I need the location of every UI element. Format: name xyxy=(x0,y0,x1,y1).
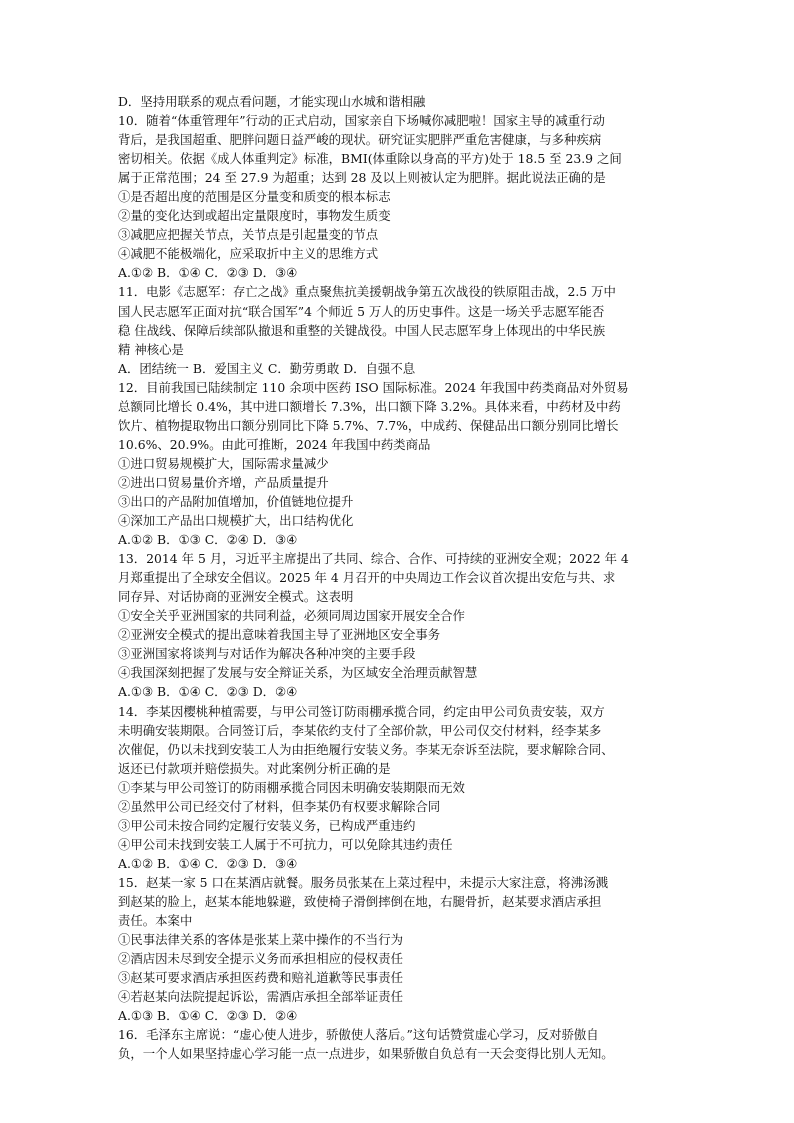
text-line: ④我国深刻把握了发展与安全辩证关系，为区域安全治理贡献智慧 xyxy=(118,665,478,681)
text-line: 次催促，仍以未找到安装工人为由拒绝履行安装义务。李某无奈诉至法院，要求解除合同、 xyxy=(118,741,614,757)
text-line: ①进口贸易规模扩大，国际需求量减少 xyxy=(118,455,329,471)
text-line: A.①② B．①③ C．②④ D．③④ xyxy=(118,532,298,548)
text-line: 精 神核心是 xyxy=(118,341,184,357)
text-line: D．坚持用联系的观点看问题，才能实现山水城和谐相融 xyxy=(118,94,426,109)
text-line: ④减肥不能极端化，应采取折中主义的思维方式 xyxy=(118,246,379,262)
text-line: ③出口的产品附加值增加，价值链地位提升 xyxy=(118,493,354,509)
text-line: A.①② B．①④ C．②③ D．③④ xyxy=(118,265,298,281)
text-line: A.①③ B．①④ C．②③ D．②④ xyxy=(118,1008,298,1024)
text-line: 属于正常范围；24 至 27.9 为超重；达到 28 及以上则被认定为肥胖。据此说法正确的是 xyxy=(118,170,606,186)
text-line: 背后，是我国超重、肥胖问题日益严峻的现状。研究证实肥胖严重危害健康，与多种疾病 xyxy=(118,132,602,148)
text-line: 13．2014 年 5 月，习近平主席提出了共同、综合、合作、可持续的亚洲安全观；2022 年 4 xyxy=(118,551,629,567)
text-line: ④甲公司未找到安装工人属于不可抗力，可以免除其违约责任 xyxy=(118,836,453,852)
text-line: ①安全关乎亚洲国家的共同利益，必须同周边国家开展安全合作 xyxy=(118,608,465,624)
text-line: ②亚洲安全模式的提出意味着我国主导了亚洲地区安全事务 xyxy=(118,627,441,643)
text-line: ③减肥应把握关节点，关节点是引起量变的节点 xyxy=(118,227,379,243)
text-line: ①李某与甲公司签订的防雨棚承揽合同因未明确安装期限而无效 xyxy=(118,779,465,795)
text-line: ②虽然甲公司已经交付了材料，但李某仍有权要求解除合同 xyxy=(118,798,441,814)
text-line: ②量的变化达到或超出定量限度时，事物发生质变 xyxy=(118,208,391,224)
text-line: ④若赵某向法院提起诉讼，需酒店承担全部举证责任 xyxy=(118,989,403,1005)
text-line: A．团结统一 B．爱国主义 C．勤劳勇敢 D．自强不息 xyxy=(118,360,416,376)
text-line: 月郑重提出了全球安全倡议。2025 年 4 月召开的中央周边工作会议首次提出安危与共、求 xyxy=(118,570,616,586)
text-line: ③赵某可要求酒店承担医药费和赔礼道歉等民事责任 xyxy=(118,970,403,986)
text-line: ①是否超出度的范围是区分量变和质变的根本标志 xyxy=(118,189,391,205)
text-line: 责任。本案中 xyxy=(118,913,193,929)
text-line: ④深加工产品出口规模扩大，出口结构优化 xyxy=(118,513,354,529)
text-line: 返还已付款项并赔偿损失。对此案例分析正确的是 xyxy=(118,760,391,776)
text-line: 10.6%、20.9%。由此可推断，2024 年我国中药类商品 xyxy=(118,436,431,452)
text-line: ②酒店因未尽到安全提示义务而承担相应的侵权责任 xyxy=(118,951,403,967)
text-line: A.①② B．①④ C．②③ D．③④ xyxy=(118,855,298,871)
text-line: 负，一个人如果坚持虚心学习能一点一点进步，如果骄傲自负总有一天会变得比别人无知。 xyxy=(118,1046,614,1062)
text-line: ①民事法律关系的客体是张某上菜中操作的不当行为 xyxy=(118,932,403,948)
text-line: 稳 住战线、保障后续部队撤退和重整的关键战役。中国人民志愿军身上体现出的中华民族 xyxy=(118,322,606,338)
text-line: ③亚洲国家将谈判与对话作为解决各种冲突的主要手段 xyxy=(118,646,416,662)
text-line: ②进出口贸易量价齐增，产品质量提升 xyxy=(118,474,329,490)
text-line: 总额同比增长 0.4%，其中进口额增长 7.3%，出口额下降 3.2%。具体来看，中药材及中药 xyxy=(118,398,621,414)
text-line: 12．目前我国已陆续制定 110 余项中医药 ISO 国际标准。2024 年我国中药类商品对外贸易 xyxy=(118,379,629,395)
text-line: 11．电影《志愿军：存亡之战》重点聚焦抗美援朝战争第五次战役的铁原阻击战，2.5 万中 xyxy=(118,284,616,300)
text-line: 国人民志愿军正面对抗“联合国军”4 个师近 5 万人的历史事件。这是一场关乎志愿军能否 xyxy=(118,303,605,319)
text-line: 14．李某因樱桃种植需要，与甲公司签订防雨棚承揽合同，约定由甲公司负责安装，双方 xyxy=(118,703,605,719)
text-line: 10．随着“体重管理年”行动的正式启动，国家亲自下场喊你减肥啦！国家主导的减重行动 xyxy=(118,113,605,129)
text-line: ③甲公司未按合同约定履行安装义务，已构成严重违约 xyxy=(118,817,416,833)
text-line: A.①③ B．①④ C．②③ D．②④ xyxy=(118,684,298,700)
text-line: 未明确安装期限。合同签订后，李某依约支付了全部价款，甲公司仅交付材料，经李某多 xyxy=(118,722,602,738)
text-line: 饮片、植物提取物出口额分别同比下降 5.7%、7.7%，中成药、保健品出口额分别同比增长 xyxy=(118,417,619,433)
text-line: 15．赵某一家 5 口在某酒店就餐。服务员张某在上菜过程中，未提示大家注意，将沸汤溅 xyxy=(118,874,608,890)
text-line: 16．毛泽东主席说：“虚心使人进步，骄傲使人落后。”这句话赞赏虚心学习，反对骄傲自 xyxy=(118,1027,599,1043)
text-line: 同存异、对话协商的亚洲安全模式。这表明 xyxy=(118,589,354,605)
text-line: 密切相关。依据《成人体重判定》标准，BMI(体重除以身高的平方)处于 18.5 至 23.9 之间 xyxy=(118,151,622,167)
text-line: 到赵某的脸上，赵某本能地躲避，致使椅子滑倒摔倒在地，右腿骨折，赵某要求酒店承担 xyxy=(118,893,602,909)
